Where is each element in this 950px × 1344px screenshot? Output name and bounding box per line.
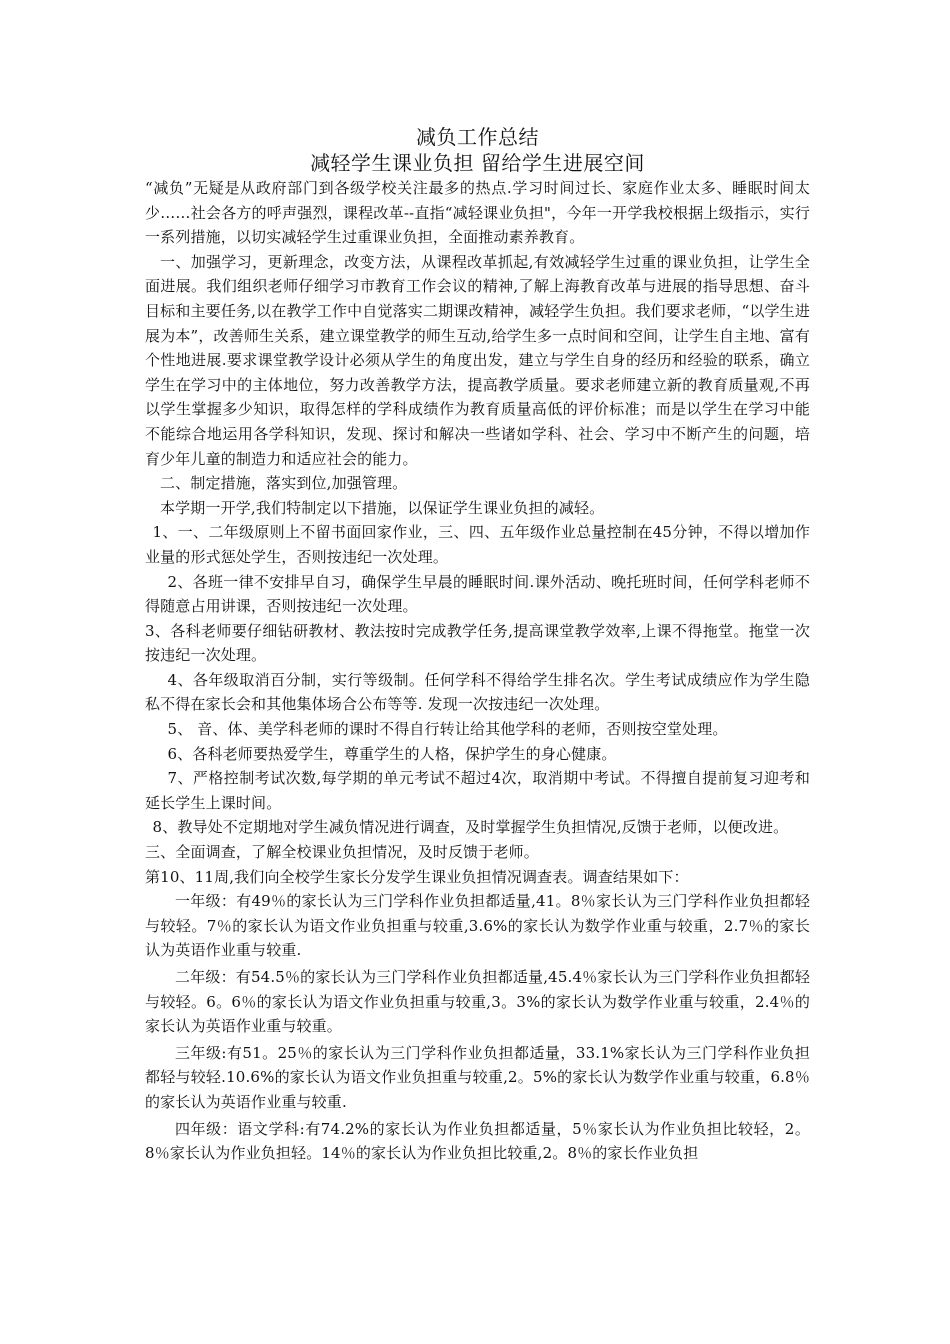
measure-item-3: 3、各科老师要仔细钻研教材、教法按时完成教学任务,提高课堂教学效率,上课不得拖堂。拖堂一次按违纪一次处理。 <box>145 621 810 665</box>
section-2-heading: 二、制定措施，落实到位,加强管理。 <box>160 474 408 493</box>
section-2-intro: 本学期一开学,我们特制定以下措施，以保证学生课业负担的减轻。 <box>160 498 605 517</box>
survey-intro: 第10、11周,我们向全校学生家长分发学生课业负担情况调查表。调查结果如下： <box>145 867 689 886</box>
survey-grade-1: 一年级：有49％的家长认为三门学科作业负担都适量,41。8％家长认为三门学科作业负担都轻与较轻。7％的家长认为语文作业负担重与较重,3.6%的家长认为数学作业重与较重，2.7％的家长认为英语作业重与较重. <box>145 892 810 960</box>
document-page <box>145 124 810 1166</box>
measure-item-7: 7、严格控制考试次数,每学期的单元考试不超过4次，取消期中考试。不得擅自提前复习迎考和延长学生上课时间。 <box>145 769 810 812</box>
section-1-paragraph: 一、加强学习，更新理念，改变方法，从课程改革抓起,有效减轻学生过重的课业负担，让学生全面进展。我们组织老师仔细学习市教育工作会议的精神,了解上海教育改革与进展的指导思想、奋斗目标和主要任务,以在教学工作中自觉落实二期课改精神，减轻学生负担。我们要求老师，“以学生进展为本”，改善师生关系，建立课堂教学的师生互动,给学生多一点时间和空间，让学生自主地、富有个性地进展.要求课堂教学设计必须从学生的角度出发，建立与学生自身的经历和经验的联系，确立学生在学习中的主体地位，努力改善教学方法，提高教学质量。要求老师建立新的教育质量观,不再以学生掌握多少知识，取得怎样的学科成绩作为教育质量高低的评价标准；而是以学生在学习中能不能综合地运用各学科知识，发现、探讨和解决一些诸如学科、社会、学习中不断产生的问题，培育少年儿童的制造力和适应社会的能力。 <box>145 252 810 468</box>
measure-item-6: 6、各科老师要热爱学生，尊重学生的人格，保护学生的身心健康。 <box>167 744 617 763</box>
intro-paragraph: “减负”无疑是从政府部门到各级学校关注最多的热点.学习时间过长、家庭作业太多、睡眠时间太少……社会各方的呼声强烈，课程改革--直指“减轻课业负担"，今年一开学我校根据上级指示，实行一系列措施，以切实减轻学生过重课业负担，全面推动素养教育。 <box>145 179 810 247</box>
survey-grade-3: 三年级:有51。25％的家长认为三门学科作业负担都适量，33.1%家长认为三门学科作业负担都轻与较轻.10.6%的家长认为语文作业负担重与较重,2。5%的家长认为数学作业重与较重，6.8％的家长认为英语作业重与较重. <box>145 1043 810 1111</box>
measure-item-4: 4、各年级取消百分制，实行等级制。任何学科不得给学生排名次。学生考试成绩应作为学生隐私不得在家长会和其他集体场合公布等等. 发现一次按违纪一次处理。 <box>145 670 810 714</box>
measure-item-5: 5、 音、体、美学科老师的课时不得自行转让给其他学科的老师，否则按空堂处理。 <box>167 720 728 739</box>
measure-item-8: 8、教导处不定期地对学生减负情况进行调查，及时掌握学生负担情况,反馈于老师，以便改进。 <box>152 818 789 837</box>
measure-item-2: 2、各班一律不安排早自习，确保学生早晨的睡眠时间.课外活动、晚托班时间，任何学科老师不得随意占用讲课，否则按违纪一次处理。 <box>145 572 810 616</box>
section-3-heading: 三、全面调查，了解全校课业负担情况，及时反馈于老师。 <box>145 843 539 862</box>
document-subtitle: 减轻学生课业负担 留给学生进展空间 <box>310 151 645 175</box>
measure-item-1: 1、一、二年级原则上不留书面回家作业，三、四、五年级作业总量控制在45分钟，不得以增加作业量的形式惩处学生，否则按违纪一次处理。 <box>145 523 810 566</box>
document-title: 减负工作总结 <box>416 125 539 149</box>
survey-grade-2: 二年级：有54.5％的家长认为三门学科作业负担都适量,45.4％家长认为三门学科作业负担都轻与较轻。6。6％的家长认为语文作业负担重与较重,3。3%的家长认为数学作业重与较重，2.4％的家长认为英语作业重与较重。 <box>145 968 810 1036</box>
survey-grade-4: 四年级：语文学科:有74.2%的家长认为作业负担都适量，5％家长认为作业负担比较轻，2。8％家长认为作业负担轻。14％的家长认为作业负担比较重,2。8％的家长作业负担 <box>145 1119 810 1163</box>
